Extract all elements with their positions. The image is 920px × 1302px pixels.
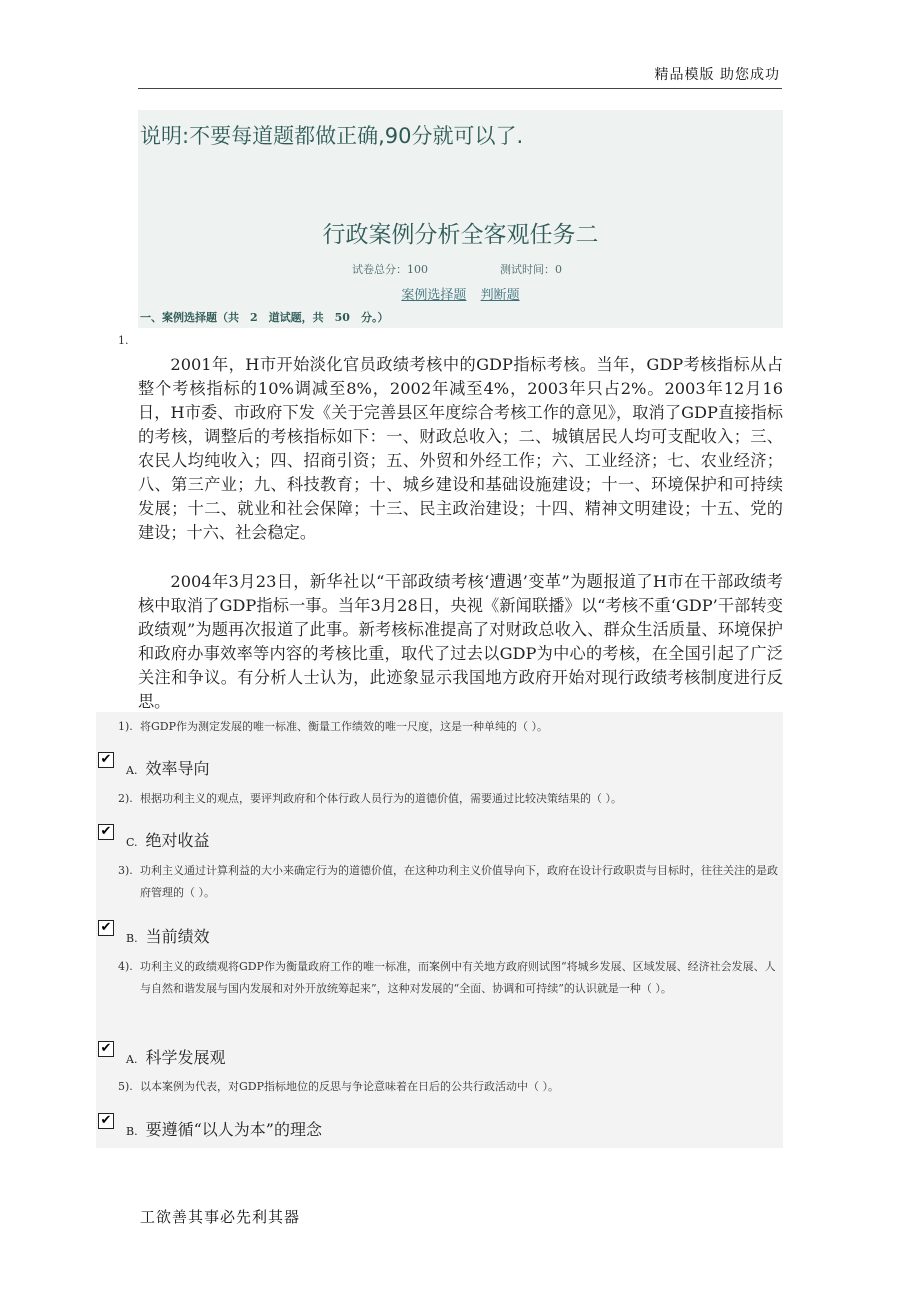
answer-checkbox[interactable]: ✔ bbox=[98, 1113, 114, 1129]
subquestion-text: 功利主义通过计算利益的大小来确定行为的道德价值，在这种功利主义价值导向下，政府在设计行政职责与目标时，往往关注的是政府管理的（ ）。 bbox=[140, 864, 778, 899]
answer-checkbox[interactable]: ✔ bbox=[98, 920, 114, 936]
option-letter: C. bbox=[126, 836, 138, 849]
answer-checkbox[interactable]: ✔ bbox=[98, 1041, 114, 1057]
option-letter: A. bbox=[126, 1053, 138, 1066]
subquestion-number: 1). bbox=[118, 720, 133, 733]
subquestion-text: 以本案例为代表，对GDP指标地位的反思与争论意味着在日后的公共行政活动中（ ）。 bbox=[140, 1080, 560, 1093]
answer-option bbox=[126, 756, 209, 779]
answer-option bbox=[126, 924, 210, 947]
answer-checkbox[interactable]: ✔ bbox=[98, 824, 114, 840]
subquestion-2 bbox=[118, 788, 778, 810]
subquestion-1 bbox=[118, 716, 778, 738]
option-letter: A. bbox=[126, 764, 138, 777]
answer-checkbox[interactable]: ✔ bbox=[98, 752, 114, 768]
subquestion-5 bbox=[118, 1076, 778, 1098]
section-heading: 一、案例选择题（共 2 道试题，共 50 分。） bbox=[140, 311, 389, 324]
answer-option bbox=[126, 1117, 322, 1140]
subquestion-text: 功利主义的政绩观将GDP作为衡量政府工作的唯一标准，而案例中有关地方政府则试图“将城乡发展、区域发展、经济社会发展、人与自然和谐发展与国内发展和对外开放统筹起来”，这种对发展的“全面、协调和可持续”的认识就是一种（ ）。 bbox=[140, 960, 776, 995]
subquestion-number: 4). bbox=[118, 960, 133, 973]
case-passage-1 bbox=[138, 353, 783, 545]
option-text: 要遵循“以人为本”的理念 bbox=[145, 1120, 322, 1139]
subquestion-number: 5). bbox=[118, 1080, 133, 1093]
header-slogan: 精品模版 助您成功 bbox=[654, 67, 780, 83]
answer-option bbox=[126, 1045, 225, 1068]
option-letter: B. bbox=[126, 1125, 138, 1138]
option-text: 绝对收益 bbox=[145, 831, 210, 850]
link-case-choice[interactable]: 案例选择题 bbox=[401, 288, 467, 303]
option-text: 效率导向 bbox=[145, 759, 210, 778]
option-text: 科学发展观 bbox=[145, 1048, 226, 1067]
subquestion-number: 3). bbox=[118, 864, 133, 877]
option-letter: B. bbox=[126, 932, 138, 945]
link-judgement[interactable]: 判断题 bbox=[480, 288, 520, 303]
instruction-note: 说明:不要每道题都做正确,90分就可以了. bbox=[140, 124, 524, 148]
passage-paragraph: 2004年3月23日，新华社以“干部政绩考核‘遭遇’变革”为题报道了H市在干部政绩考核中取消了GDP指标一事。当年3月28日，央视《新闻联播》以“考核不重‘GDP’干部转变政绩观”为题再次报道了此事。新考核标准提高了对财政总收入、群众生活质量、环境保护和政府办事效率等内容的考核比重，取代了过去以GDP为中心的考核，在全国引起了广泛关注和争议。有分析人士认为，此迹象显示我国地方政府开始对现行政绩考核制度进行反思。 bbox=[138, 572, 783, 711]
test-time: 测试时间：0 bbox=[500, 263, 562, 276]
subquestion-3 bbox=[118, 860, 778, 904]
question-number: 1. bbox=[118, 334, 129, 347]
subquestion-number: 2). bbox=[118, 792, 133, 805]
total-score: 试卷总分：100 bbox=[352, 263, 428, 276]
option-text: 当前绩效 bbox=[145, 927, 210, 946]
section-links bbox=[138, 284, 783, 303]
case-passage-2 bbox=[138, 570, 783, 714]
exam-title: 行政案例分析全客观任务二 bbox=[322, 222, 599, 248]
passage-paragraph: 2001年，H市开始淡化官员政绩考核中的GDP指标考核。当年，GDP考核指标从占整个考核指标的10%调减至8%，2002年减至4%，2003年只占2%。2003年12月16日，H市委、市政府下发《关于完善县区年度综合考核工作的意见》，取消了GDP直接指标的考核，调整后的考核指标如下：一、财政总收入；二、城镇居民人均可支配收入；三、农民人均纯收入；四、招商引资；五、外贸和外经工作；六、工业经济；七、农业经济；八、第三产业；九、科技教育；十、城乡建设和基础设施建设；十一、环境保护和可持续发展；十二、就业和社会保障；十三、民主政治建设；十四、精神文明建设；十五、党的建设；十六、社会稳定。 bbox=[138, 355, 783, 542]
subquestion-text: 根据功利主义的观点，要评判政府和个体行政人员行为的道德价值，需要通过比较决策结果的（ ）。 bbox=[140, 792, 622, 805]
page-footer: 工欲善其事必先利其器 bbox=[140, 1208, 301, 1226]
subquestion-4 bbox=[118, 956, 778, 1000]
page-header bbox=[138, 62, 782, 89]
answer-option bbox=[126, 828, 210, 851]
subquestion-text: 将GDP作为测定发展的唯一标准、衡量工作绩效的唯一尺度，这是一种单纯的（ ）。 bbox=[140, 720, 549, 733]
